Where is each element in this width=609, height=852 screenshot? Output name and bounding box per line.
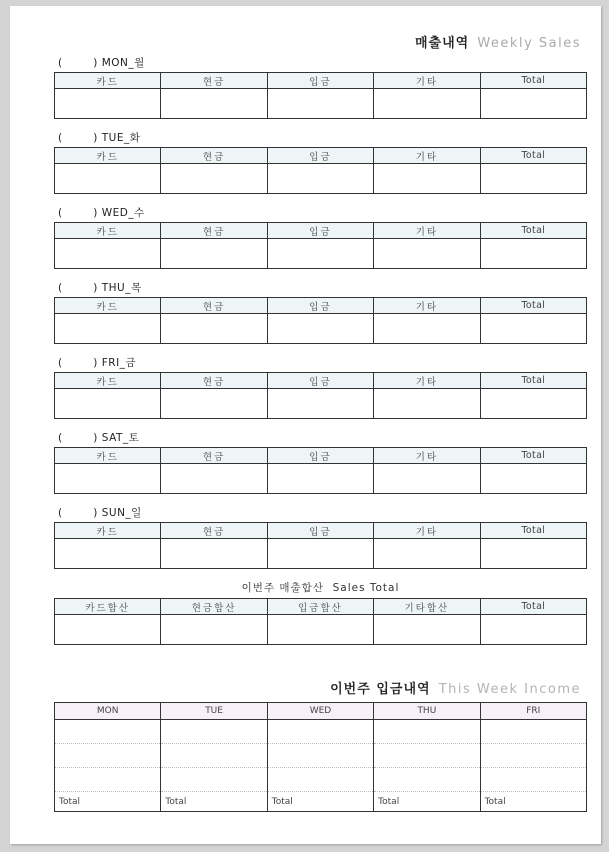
sales-cell-other[interactable] — [374, 314, 480, 344]
sales-header-row — [55, 373, 587, 389]
sales-input-row — [55, 464, 587, 494]
sales-header-cash: 현금 — [161, 373, 267, 389]
income-cell[interactable] — [374, 744, 480, 768]
sales-header-other: 기타 — [374, 73, 480, 89]
sales-cell-cash[interactable] — [161, 89, 267, 119]
sales-header-total: Total — [480, 448, 586, 464]
income-header-thu: THU — [374, 703, 480, 720]
sales-cell-card[interactable] — [55, 314, 161, 344]
sales-header-card: 카드 — [55, 448, 161, 464]
income-cell[interactable] — [267, 720, 373, 744]
income-header-tue: TUE — [161, 703, 267, 720]
weekly-total-header-other: 기타합산 — [374, 599, 480, 615]
sales-cell-deposit[interactable] — [267, 464, 373, 494]
income-cell[interactable] — [267, 744, 373, 768]
day-label-wed: ( ) WED_수 — [58, 207, 145, 219]
sales-header-other: 기타 — [374, 448, 480, 464]
sales-header-cash: 현금 — [161, 73, 267, 89]
sales-title-en: Weekly Sales — [477, 36, 581, 51]
sales-cell-card[interactable] — [55, 89, 161, 119]
sales-cell-cash[interactable] — [161, 389, 267, 419]
sales-header-total: Total — [480, 73, 586, 89]
income-cell[interactable] — [161, 768, 267, 792]
weekly-total-table — [54, 598, 587, 645]
income-row — [55, 744, 587, 768]
income-cell[interactable] — [374, 768, 480, 792]
income-cell[interactable] — [480, 744, 586, 768]
sales-header-row — [55, 298, 587, 314]
weekly-total-header-deposit: 입금합산 — [267, 599, 373, 615]
sales-input-row — [55, 89, 587, 119]
income-table — [54, 702, 587, 812]
sales-header-deposit: 입금 — [267, 148, 373, 164]
sales-header-row — [55, 148, 587, 164]
sales-cell-deposit[interactable] — [267, 539, 373, 569]
income-cell[interactable] — [55, 768, 161, 792]
sales-table-sun — [54, 522, 587, 569]
income-total-mon: Total — [55, 792, 161, 812]
sales-cell-total[interactable] — [480, 89, 586, 119]
sales-header-card: 카드 — [55, 73, 161, 89]
weekly-total-cell-deposit[interactable] — [267, 615, 373, 645]
sales-header-other: 기타 — [374, 373, 480, 389]
income-cell[interactable] — [480, 768, 586, 792]
sales-input-row — [55, 389, 587, 419]
day-label-sun: ( ) SUN_일 — [58, 507, 142, 519]
sales-header-total: Total — [480, 523, 586, 539]
day-label-thu: ( ) THU_목 — [58, 282, 142, 294]
income-cell[interactable] — [374, 720, 480, 744]
sales-header-total: Total — [480, 223, 586, 239]
sales-header-other: 기타 — [374, 148, 480, 164]
weekly-total-cell-total[interactable] — [480, 615, 586, 645]
weekly-total-caption: 이번주 매출합산 Sales Total — [241, 582, 400, 594]
sales-table-sat — [54, 447, 587, 494]
weekly-total-input-row — [55, 615, 587, 645]
sales-cell-deposit[interactable] — [267, 389, 373, 419]
sales-cell-card[interactable] — [55, 239, 161, 269]
income-header-mon: MON — [55, 703, 161, 720]
sales-table-fri — [54, 372, 587, 419]
sales-header-row — [55, 223, 587, 239]
income-header-row — [55, 703, 587, 720]
sales-cell-deposit[interactable] — [267, 164, 373, 194]
sales-sheet-page — [10, 6, 601, 844]
sales-cell-other[interactable] — [374, 164, 480, 194]
sales-header-other: 기타 — [374, 298, 480, 314]
income-cell[interactable] — [480, 720, 586, 744]
sales-cell-total[interactable] — [480, 239, 586, 269]
sales-cell-other[interactable] — [374, 464, 480, 494]
sales-cell-cash[interactable] — [161, 464, 267, 494]
sales-header-total: Total — [480, 298, 586, 314]
sales-header-deposit: 입금 — [267, 373, 373, 389]
income-total-fri: Total — [480, 792, 586, 812]
sales-cell-total[interactable] — [480, 539, 586, 569]
sales-cell-card[interactable] — [55, 539, 161, 569]
sales-header-row — [55, 523, 587, 539]
sales-cell-other[interactable] — [374, 239, 480, 269]
day-label-mon: ( ) MON_월 — [58, 57, 145, 69]
sales-input-row — [55, 164, 587, 194]
sales-header-other: 기타 — [374, 223, 480, 239]
sales-input-row — [55, 539, 587, 569]
sales-header-card: 카드 — [55, 148, 161, 164]
sales-cell-total[interactable] — [480, 464, 586, 494]
sales-cell-card[interactable] — [55, 164, 161, 194]
day-label-fri: ( ) FRI_금 — [58, 357, 137, 369]
sales-input-row — [55, 239, 587, 269]
income-header-wed: WED — [267, 703, 373, 720]
weekly-total-header-card: 카드합산 — [55, 599, 161, 615]
sales-table-mon — [54, 72, 587, 119]
income-cell[interactable] — [267, 768, 373, 792]
sales-header-row — [55, 73, 587, 89]
sales-header-total: Total — [480, 373, 586, 389]
sales-cell-cash[interactable] — [161, 164, 267, 194]
sales-cell-deposit[interactable] — [267, 314, 373, 344]
income-header-fri: FRI — [480, 703, 586, 720]
weekly-total-cell-card[interactable] — [55, 615, 161, 645]
sales-header-cash: 현금 — [161, 148, 267, 164]
sales-cell-deposit[interactable] — [267, 89, 373, 119]
sales-header-card: 카드 — [55, 298, 161, 314]
income-total-wed: Total — [267, 792, 373, 812]
day-label-tue: ( ) TUE_화 — [58, 132, 141, 144]
sales-header-deposit: 입금 — [267, 298, 373, 314]
sales-cell-card[interactable] — [55, 389, 161, 419]
sales-cell-total[interactable] — [480, 389, 586, 419]
weekly-total-cell-other[interactable] — [374, 615, 480, 645]
sales-header-deposit: 입금 — [267, 73, 373, 89]
sales-cell-other[interactable] — [374, 89, 480, 119]
sales-cell-card[interactable] — [55, 464, 161, 494]
sales-table-thu — [54, 297, 587, 344]
sales-cell-other[interactable] — [374, 539, 480, 569]
sales-header-row — [55, 448, 587, 464]
weekly-total-header-total: Total — [480, 599, 586, 615]
sales-header-cash: 현금 — [161, 448, 267, 464]
sales-cell-total[interactable] — [480, 314, 586, 344]
sales-header-other: 기타 — [374, 523, 480, 539]
income-row — [55, 768, 587, 792]
day-label-sat: ( ) SAT_토 — [58, 432, 140, 444]
sales-header-deposit: 입금 — [267, 448, 373, 464]
sales-cell-deposit[interactable] — [267, 239, 373, 269]
income-cell[interactable] — [55, 744, 161, 768]
income-title-en: This Week Income — [438, 682, 581, 697]
sales-header-deposit: 입금 — [267, 223, 373, 239]
sales-cell-cash[interactable] — [161, 239, 267, 269]
sales-header-cash: 현금 — [161, 223, 267, 239]
sales-header-deposit: 입금 — [267, 523, 373, 539]
sales-header-total: Total — [480, 148, 586, 164]
sales-header-cash: 현금 — [161, 523, 267, 539]
sales-input-row — [55, 314, 587, 344]
sales-header-card: 카드 — [55, 373, 161, 389]
income-cell[interactable] — [161, 744, 267, 768]
weekly-total-header-row — [55, 599, 587, 615]
sales-title — [415, 32, 581, 51]
sales-title-ko: 매출내역 — [414, 36, 470, 51]
income-total-thu: Total — [374, 792, 480, 812]
sales-header-card: 카드 — [55, 223, 161, 239]
sales-cell-total[interactable] — [480, 164, 586, 194]
income-title-ko: 이번주 입금내역 — [330, 682, 431, 697]
sales-header-card: 카드 — [55, 523, 161, 539]
income-total-tue: Total — [161, 792, 267, 812]
sales-cell-cash[interactable] — [161, 539, 267, 569]
weekly-total-header-cash: 현금합산 — [161, 599, 267, 615]
sales-table-tue — [54, 147, 587, 194]
income-total-row — [55, 792, 587, 812]
sales-table-wed — [54, 222, 587, 269]
income-title — [330, 678, 581, 697]
income-cell[interactable] — [161, 720, 267, 744]
sales-header-cash: 현금 — [161, 298, 267, 314]
sales-cell-other[interactable] — [374, 389, 480, 419]
sales-cell-cash[interactable] — [161, 314, 267, 344]
income-row — [55, 720, 587, 744]
weekly-total-cell-cash[interactable] — [161, 615, 267, 645]
income-cell[interactable] — [55, 720, 161, 744]
